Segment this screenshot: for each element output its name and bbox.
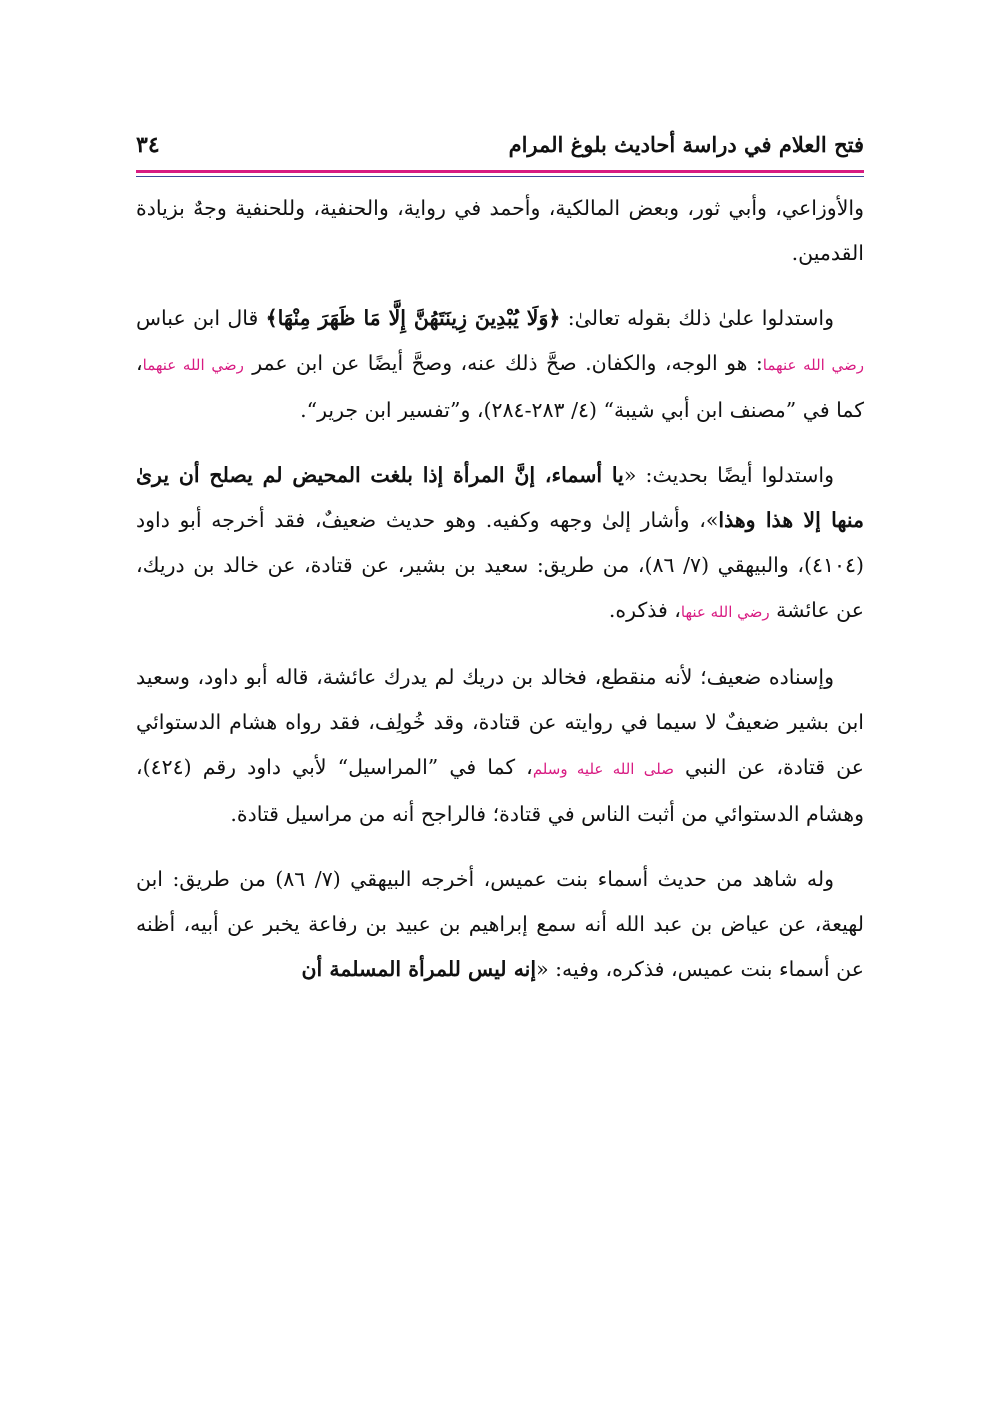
paragraph-3 [136, 453, 864, 635]
honorific-ligature: رضي الله عنها [680, 603, 770, 621]
page-body [136, 186, 864, 992]
p4-text-b: ، كما في ”المراسيل“ لأبي داود رقم (٤٢٤)، وهشام الدستوائي من أثبت الناس في قتادة؛ فالراجح أنه من مراسيل قتادة. [136, 755, 864, 826]
honorific-ligature: صلى الله عليه وسلم [532, 760, 674, 778]
paragraph-4 [136, 655, 864, 837]
paragraph-5 [136, 857, 864, 992]
p2-text-d: ، كما في ”مصنف ابن أبي شيبة“ (٤/ ٢٨٣-٢٨٤)، و”تفسير ابن جرير“. [136, 351, 864, 422]
p3-text-a: واستدلوا أيضًا بحديث: « [623, 463, 834, 487]
header-rule-pink [136, 170, 864, 173]
p5-text-a: وله شاهد من حديث أسماء بنت عميس، أخرجه البيهقي (٧/ ٨٦) من طريق: ابن لهيعة، عن عياض بن عبد الله أنه سمع إبراهيم بن عبيد بن رفاعة يخبر عن أبيه، أظنه عن أسماء بنت عميس، فذكره، وفيه: « [136, 867, 864, 981]
book-title: فتح العلام في دراسة أحاديث بلوغ المرام [508, 132, 864, 157]
page-number: ٣٤ [136, 132, 160, 158]
hadith-text: يا أسماء، إنَّ المرأة إذا بلغت المحيض لم يصلح أن يرىٰ منها إلا هذا وهذا [136, 463, 864, 532]
p4-text-a: وإسناده ضعيف؛ لأنه منقطع، فخالد بن دريك لم يدرك عائشة، قاله أبو داود، وسعيد ابن بشير ضعيفٌ لا سيما في روايته عن قتادة، وقد خُولِف، فقد رواه هشام الدستوائي عن قتادة، عن النبي [136, 665, 864, 779]
p3-text-c: ، فذكره. [608, 598, 681, 622]
hadith-text: إنه ليس للمرأة المسلمة أن [301, 957, 537, 981]
running-header [136, 128, 864, 168]
paragraph-2 [136, 296, 864, 433]
p2-text-a: واستدلوا علىٰ ذلك بقوله تعالىٰ: [560, 306, 835, 330]
quran-verse: ﴿وَلَا يُبْدِينَ زِينَتَهُنَّ إِلَّا مَا ظَهَرَ مِنْهَا﴾ [265, 306, 561, 330]
honorific-ligature: رضي الله عنهما [142, 356, 244, 374]
p2-text-b: قال ابن عباس [136, 306, 266, 330]
p2-text-c: : هو الوجه، والكفان. صحَّ ذلك عنه، وصحَّ أيضًا عن ابن عمر [243, 351, 763, 375]
header-rule-blue [136, 176, 864, 177]
paragraph-1 [136, 186, 864, 276]
paragraph-1-text: والأوزاعي، وأبي ثور، وبعض المالكية، وأحمد في رواية، والحنفية، وللحنفية وجهٌ بزيادة القدمين. [136, 196, 864, 265]
p3-text-b: »، وأشار إلىٰ وجهه وكفيه. وهو حديث ضعيفٌ، فقد أخرجه أبو داود (٤١٠٤)، والبيهقي (٧/ ٨٦)، من طريق: سعيد بن بشير، عن قتادة، عن خالد بن دريك، عن عائشة [136, 508, 864, 622]
honorific-ligature: رضي الله عنهما [762, 356, 864, 374]
